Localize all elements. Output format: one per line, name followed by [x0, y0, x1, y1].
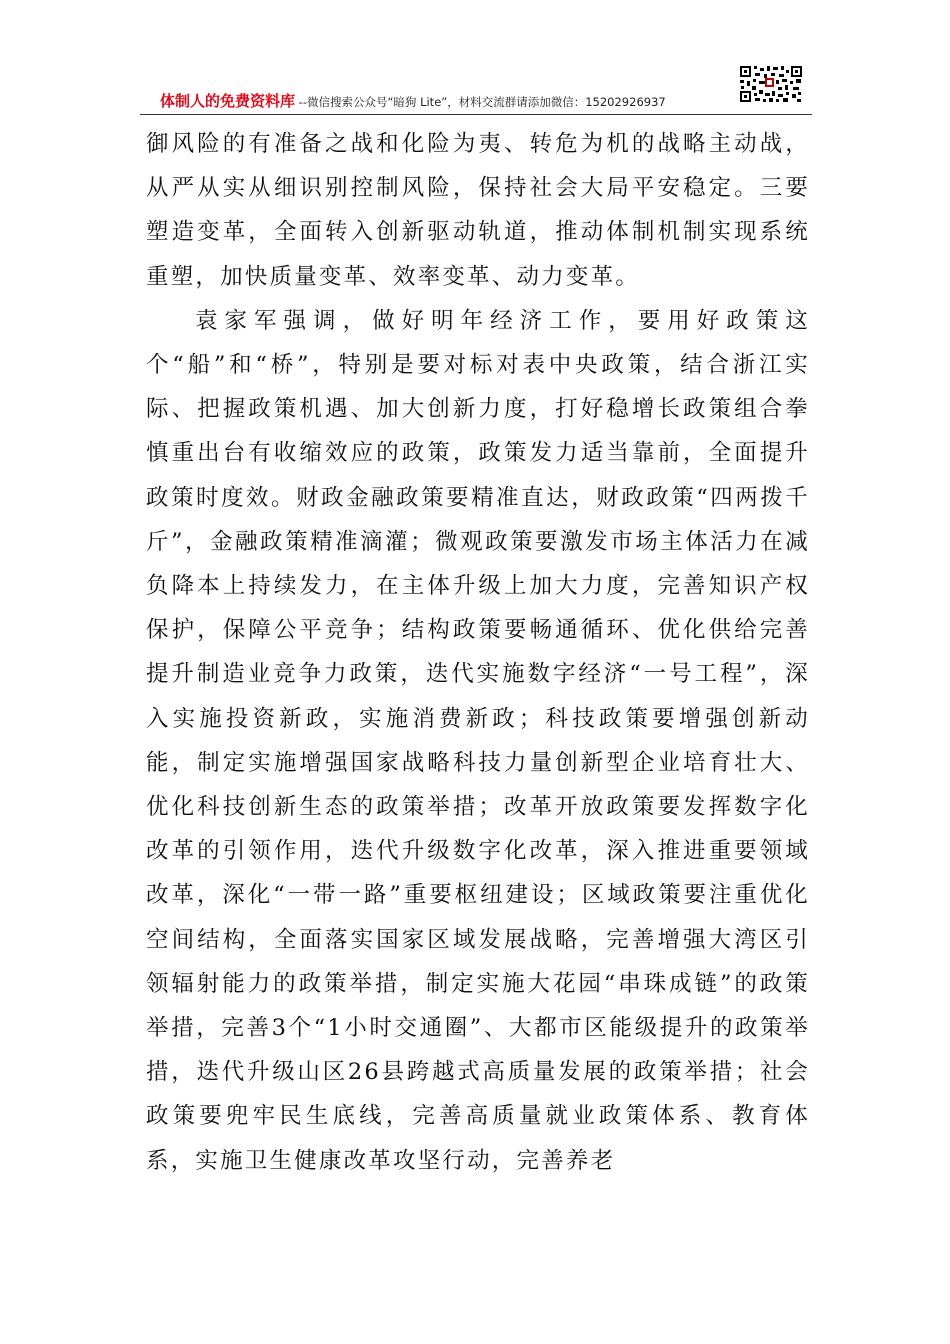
brand-title: 体制人的免费资料库 [160, 92, 296, 110]
header-text [160, 90, 666, 111]
header-divider [140, 114, 812, 115]
paragraph-continued: 御风险的有准备之战和化险为夷、转危为机的战略主动战，从严从实从细识别控制风险，保持社会大局平安稳定。三要塑造变革，全面转入创新驱动轨道，推动体制机制实现系统重塑，加快质量变革、效率变革、动力变革。 [146, 131, 810, 290]
header-subtitle: --微信搜索公众号“暗狗 Lite”，材料交流群请添加微信：15202926937 [295, 95, 666, 109]
document-body [146, 122, 810, 1183]
qr-code-icon [738, 64, 804, 104]
page-header [140, 62, 812, 114]
paragraph-policy: 袁家军强调，做好明年经济工作，要用好政策这个“船”和“桥”，特别是要对标对表中央政策，结合浙江实际、把握政策机遇、加大创新力度，打好稳增长政策组合拳慎重出台有收缩效应的政策，政策发力适当靠前，全面提升政策时度效。财政金融政策要精准直达，财政政策“四两拨千斤”，金融政策精准滴灌；微观政策要激发市场主体活力在减负降本上持续发力，在主体升级上加大力度，完善知识产权保护，保障公平竞争；结构政策要畅通循环、优化供给完善提升制造业竞争力政策，迭代实施数字经济“一号工程”，深入实施投资新政，实施消费新政；科技政策要增强创新动能，制定实施增强国家战略科技力量创新型企业培育壮大、优化科技创新生态的政策举措；改革开放政策要发挥数字化改革的引领作用，迭代升级数字化改革，深入推进重要领域改革，深化“一带一路”重要枢纽建设；区域政策要注重优化空间结构，全面落实国家区域发展战略，完善增强大湾区引领辐射能力的政策举措，制定实施大花园“串珠成链”的政策举措，完善3个“1小时交通圈”、大都市区能级提升的政策举措，迭代升级山区26县跨越式高质量发展的政策举措；社会政策要兜牢民生底线，完善高质量就业政策体系、教育体系，实施卫生健康改革攻坚行动，完善养老 [146, 307, 810, 1174]
